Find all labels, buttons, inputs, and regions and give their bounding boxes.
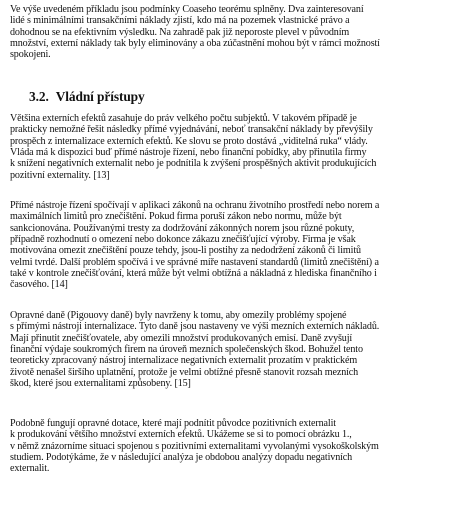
paragraph-corrective-subsidies: [10, 418, 440, 475]
text-line: motivována omezit znečištění pouze tehdy, jsou-li postihy za nedodržení zákonů či limitů: [10, 245, 361, 257]
text-line: v němž znázorníme situaci spojenou s pozitivními externalitami vyvolanými vysokoškolským: [10, 440, 379, 452]
text-line: maximálních limitů pro znečištění. Pokud firma poruší zákon nebo normu, může být: [10, 211, 342, 223]
section-title: Vládní přístupy: [55, 89, 145, 104]
text-line: lidé s minimálními transakčními náklady zjistí, kdo má na pozemek vlastnické právo a: [10, 15, 350, 27]
text-line: k produkování většího množství externích efektů. Ukážeme se si to pomocí obrázku 1.,: [10, 429, 352, 441]
text-line: sankcionována. Používanými tresty za dodržování zákonných norem jsou různé pokuty,: [10, 222, 355, 234]
text-line: studiem. Podotýkáme, že v následující analýza je obdobou analýzy dopadu negativních: [10, 452, 353, 464]
text-line: externalit.: [10, 463, 50, 475]
text-line: Vláda má k dispozici buď přímé nástroje řízení, nebo finanční pobídky, aby přinutila firmy: [10, 147, 367, 159]
paragraph-pigouvian-taxes: [10, 310, 440, 389]
text-line: Podobně fungují opravné dotace, které mají podnítit původce pozitivních externalit: [10, 418, 336, 429]
text-line: k snížení negativních externalit nebo je podnítila k zvýšení prospěšných aktivit produkujících: [10, 158, 377, 170]
text-line: Většina externích efektů zasahuje do práv velkého počtu subjektů. V takovém případě je: [10, 113, 357, 124]
text-line: velmi tvrdé. Další problém spočívá i ve správné míře nastavení standardů (limitů znečištění) a: [10, 256, 379, 268]
text-line: s přímými nástroji internalizace. Tyto daně jsou nastaveny ve výši mezních externích nákladů.: [10, 321, 380, 333]
text-line: dohodnou se na efektivním výsledku. Na zahradě pak již neporoste plevel v původním: [10, 26, 350, 38]
text-line: Ve výše uvedeném příkladu jsou podmínky Coaseho teorému splněny. Dva zainteresovaní: [10, 4, 364, 15]
text-line: Mají přinutit znečišťovatele, aby omezili množství produkovaných emisí. Daně zvyšují: [10, 332, 353, 344]
text-line: případně rozhodnutí o omezení nebo dokonce zákazu znečišťující výroby. Firma je však: [10, 234, 356, 246]
text-line: škod, které jsou externalitami způsobeny. [15]: [10, 378, 191, 390]
text-line: Opravné daně (Pigouovy daně) byly navrženy k tomu, aby omezily problémy spojené: [10, 310, 347, 321]
paragraph-government-approaches: [10, 113, 440, 181]
text-line: teoreticky zpracovaný nástroj internalizace negativních externalit prozatím v praktickém: [10, 355, 358, 367]
text-line: spokojeni.: [10, 49, 51, 61]
text-line: pozitivní externality. [13]: [10, 169, 110, 181]
text-line: množství, externí náklady tak byly eliminovány a oba zúčastnění mohou být v rámci možností: [10, 38, 380, 50]
text-line: prakticky nemožné řešit následky přímé vyjednávání, neboť transakční náklady by převýšily: [10, 124, 373, 136]
section-number: 3.2.: [29, 89, 49, 104]
paragraph-direct-instruments: [10, 200, 440, 291]
section-heading: [29, 89, 145, 105]
text-line: finanční výdaje soukromých firem na úroveň mezních společenských škod. Bohužel tento: [10, 344, 363, 356]
text-line: časového. [14]: [10, 279, 68, 291]
intro-paragraph: [10, 4, 440, 61]
text-line: Přímé nástroje řízení spočívají v aplikaci zákonů na ochranu životního prostředí nebo norem a: [10, 200, 380, 211]
text-line: prospěch z internalizace externích efektů. Ke slovu se proto dostává „viditelná ruka“ vlády.: [10, 135, 368, 147]
text-line: životě nenašel širšího uplatnění, protože je velmi obtížné přesně stanovit rozsah mezních: [10, 366, 359, 378]
text-line: také v kontrole znečišťování, která může být velmi obtížná a nákladná z hlediska finančního i: [10, 268, 377, 280]
